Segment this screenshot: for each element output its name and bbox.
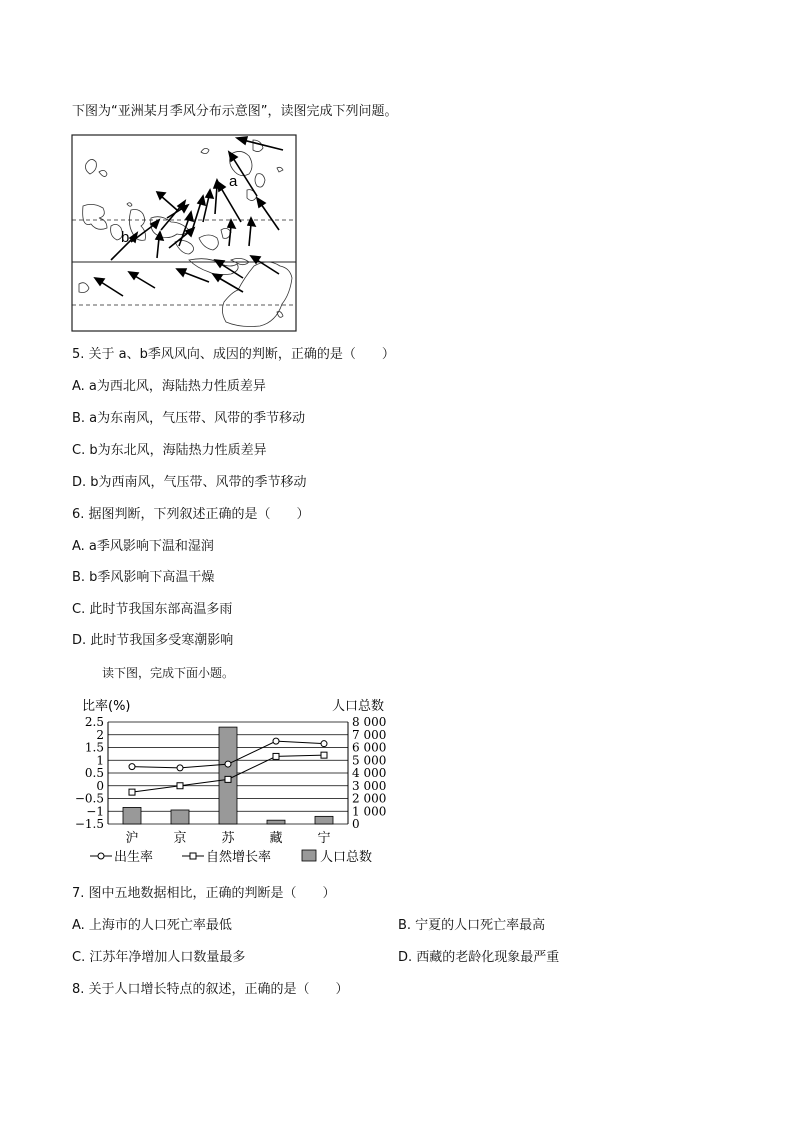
right-tick-label: 1 000 [352,804,387,819]
q5-option-a: A. a为西北风，海陆热力性质差异 [72,379,266,394]
legend-birth-rate: 出生率 [114,850,154,865]
legend-circle-marker [98,853,104,859]
legend-bar-swatch [302,850,316,861]
question-intro-map: 下图为“亚洲某月季风分布示意图”，读图完成下列问题。 [72,104,398,119]
q7-option-d: D. 西藏的老龄化现象最严重 [398,950,560,965]
q7-option-a: A. 上海市的人口死亡率最低 [72,918,232,933]
right-tick-label: 3 000 [352,778,387,793]
natural-growth-point [177,783,183,789]
right-tick-label: 8 000 [352,715,387,729]
right-tick-label: 0 [352,817,360,831]
left-tick-label: 2.5 [84,715,104,729]
category-label: 沪 [125,831,139,846]
legend-natural-growth: 自然增长率 [206,850,272,865]
birth-rate-point [321,741,327,747]
right-tick-label: 2 000 [352,791,387,806]
birth-rate-point [225,761,231,767]
right-axis-title: 人口总数 [332,699,385,714]
left-axis-title: 比率(%) [82,699,131,714]
monsoon-map [71,134,297,332]
q5-option-d: D. b为西南风，气压带、风带的季节移动 [72,475,307,490]
category-label: 苏 [221,831,235,846]
left-tick-label: −0.5 [74,791,104,806]
birth-rate-point [273,738,279,744]
population-bar [123,807,141,824]
natural-growth-point [225,776,231,782]
population-bar [315,816,333,824]
q6-option-c: C. 此时节我国东部高温多雨 [72,602,233,617]
map-label-b: b [121,229,130,246]
category-label: 京 [173,831,187,846]
q6-option-a: A. a季风影响下温和湿润 [72,539,214,554]
right-tick-label: 6 000 [352,740,387,755]
left-tick-label: −1.5 [74,817,104,831]
population-chart [74,690,388,870]
legend-square-marker [190,853,196,859]
q8-stem: 8. 关于人口增长特点的叙述，正确的是（ ） [72,982,349,997]
birth-rate-point [177,765,183,771]
q7-option-b: B. 宁夏的人口死亡率最高 [398,918,546,933]
population-bar [267,820,285,824]
right-tick-label: 5 000 [352,753,387,768]
q6-option-b: B. b季风影响下高温干燥 [72,570,215,585]
natural-growth-point [273,753,279,759]
q7-option-c: C. 江苏年净增加人口数量最多 [72,950,246,965]
legend-population: 人口总数 [320,850,373,865]
q5-option-c: C. b为东北风，海陆热力性质差异 [72,443,267,458]
q6-option-d: D. 此时节我国多受寒潮影响 [72,633,234,648]
natural-growth-point [129,789,135,795]
category-label: 藏 [269,831,283,846]
left-tick-label: −1 [86,804,104,819]
population-bar [171,810,189,824]
q5-option-b: B. a为东南风，气压带、风带的季节移动 [72,411,306,426]
natural-growth-point [321,752,327,758]
q7-stem: 7. 图中五地数据相比，正确的判断是（ ） [72,886,336,901]
population-bar [219,727,237,824]
q6-stem: 6. 据图判断，下列叙述正确的是（ ） [72,507,310,522]
category-label: 宁 [317,831,331,846]
map-label-a: a [229,173,238,190]
right-tick-label: 4 000 [352,766,387,780]
left-tick-label: 2 [96,727,104,742]
left-tick-label: 1.5 [84,740,104,755]
left-tick-label: 1 [96,753,104,768]
left-tick-label: 0.5 [84,766,104,780]
left-tick-label: 0 [96,778,104,793]
right-tick-label: 7 000 [352,727,387,742]
q5-stem: 5. 关于 a、b季风风向、成因的判断，正确的是（ ） [72,347,395,362]
birth-rate-point [129,764,135,770]
question-intro-chart: 读下图，完成下面小题。 [102,666,235,680]
